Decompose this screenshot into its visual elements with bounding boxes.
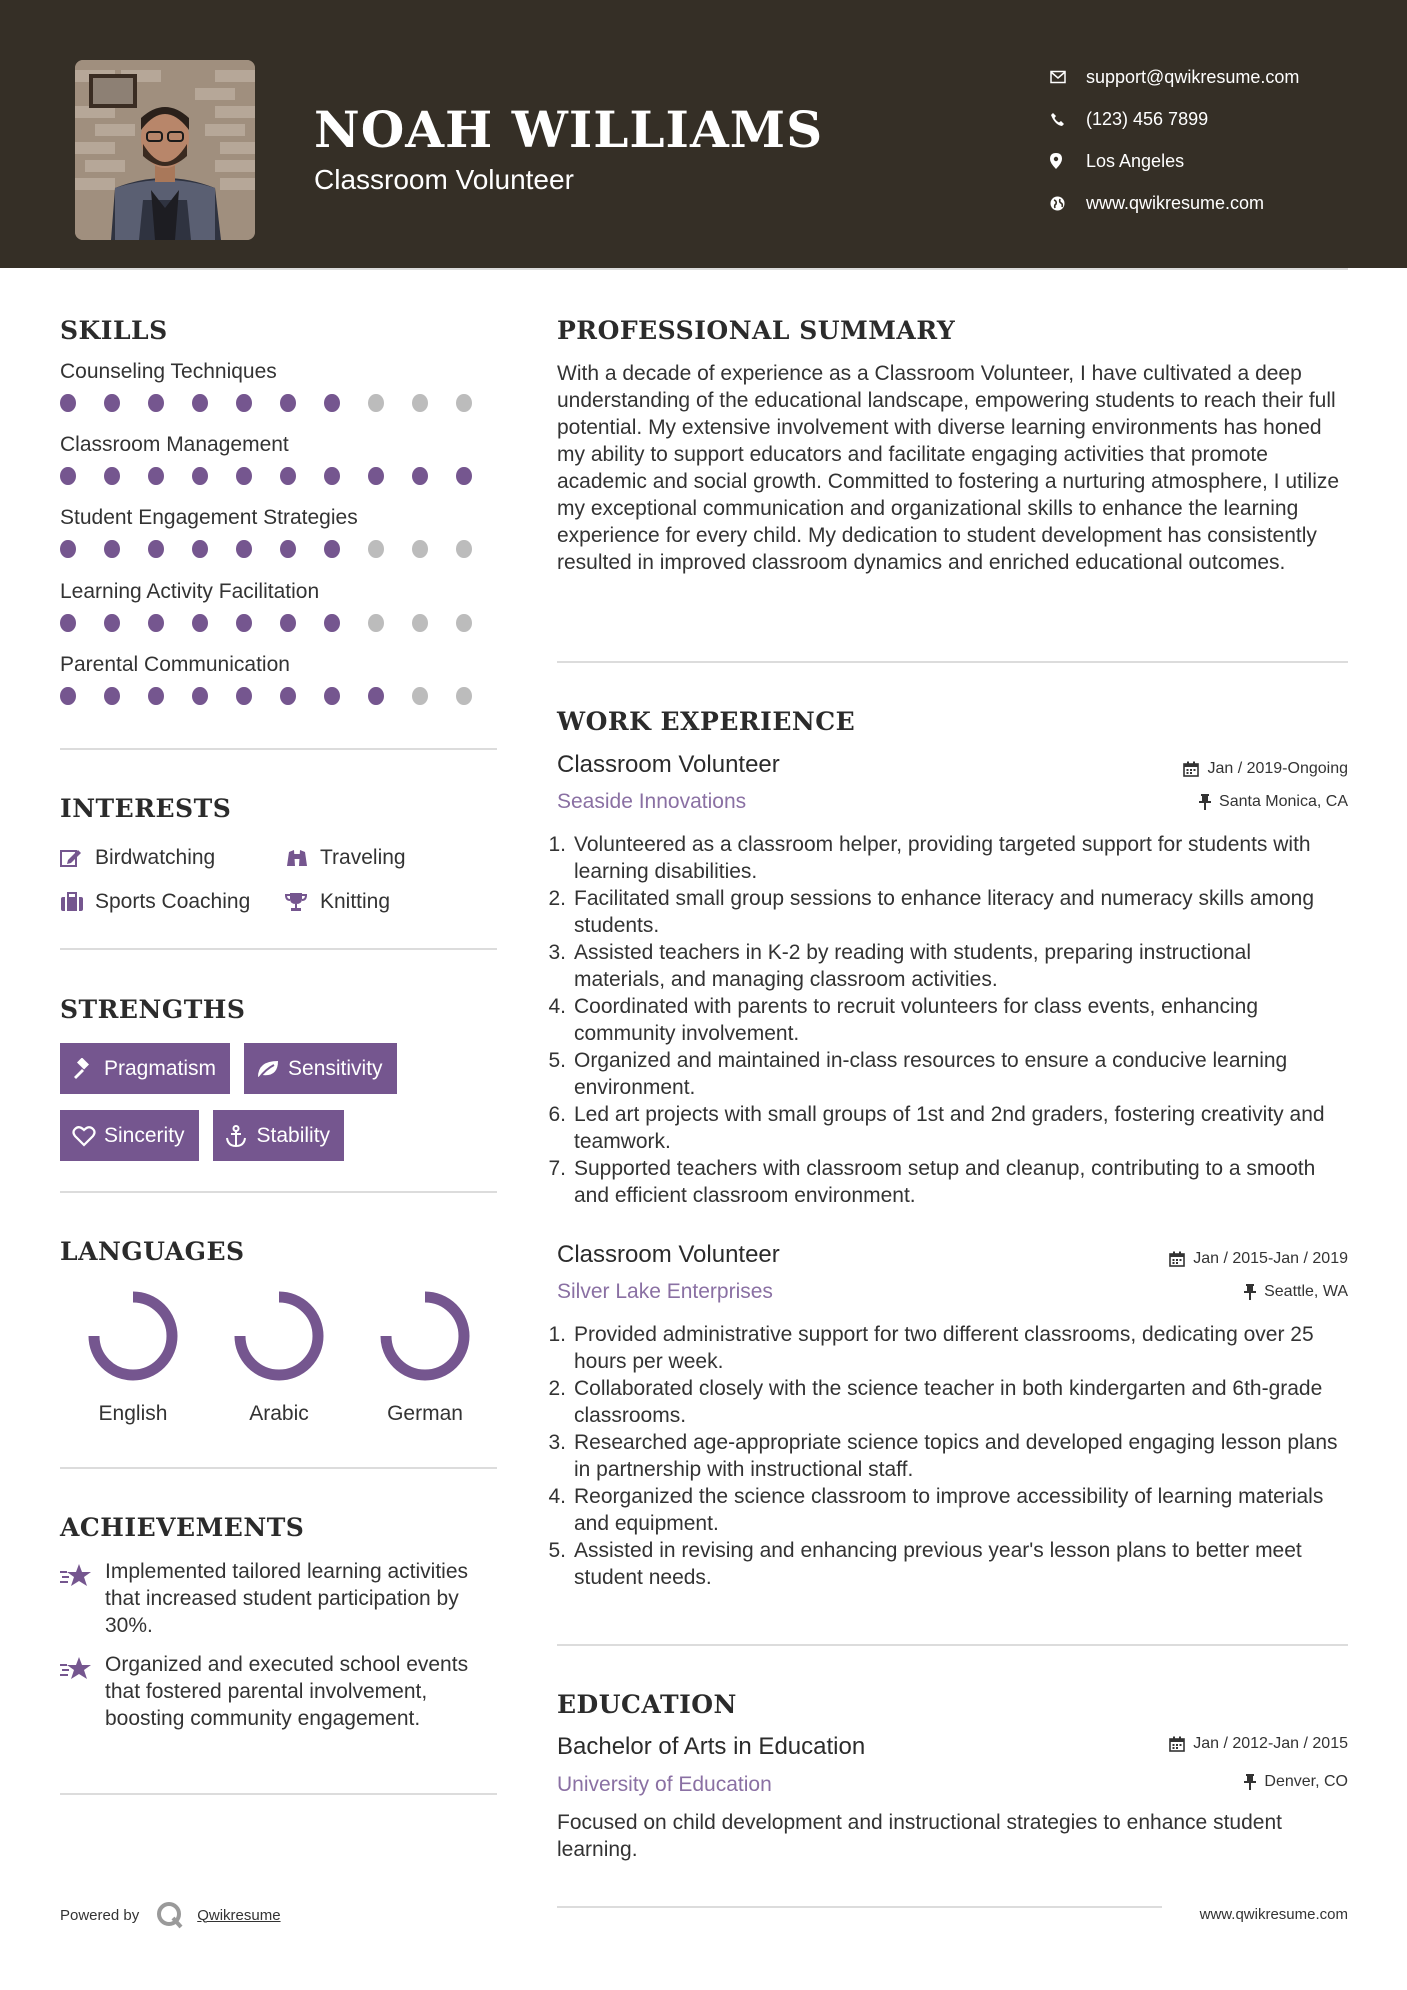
summary-text: With a decade of experience as a Classroom Volunteer, I have cultivated a deep understanding of the educational landscape, empowering students to reach their full potential. My extensive involvement with diverse learning environments has honed my ability to support educators and facilitate engaging activities that promote academic and social growth. Committed to fostering a nurturing atmosphere, I utilize my exceptional communication and organizational skills to enhance the learning experience for every child. My dedication to student development has consistently resulted in improved classroom dynamics and enriched educational outcomes. xyxy=(557,362,1340,574)
contact-location xyxy=(1050,140,1380,182)
star-icon xyxy=(60,1651,105,1732)
summary-heading: PROFESSIONAL SUMMARY xyxy=(557,316,956,345)
job-location: Seattle, WA xyxy=(1244,1283,1348,1301)
achievement-item: Implemented tailored learning activities that increased student participation by 30%. xyxy=(60,1558,500,1639)
skill-item xyxy=(60,506,500,558)
job-title: Classroom Volunteer xyxy=(557,751,780,778)
interest-item: Birdwatching xyxy=(60,846,277,870)
achievement-item: Organized and executed school events that fostered parental involvement, boosting community engagement. xyxy=(60,1651,500,1732)
skill-name: Student Engagement Strategies xyxy=(60,506,358,529)
contact-email[interactable] xyxy=(1050,56,1380,98)
rating-dot-filled xyxy=(60,540,76,558)
education-location: Denver, CO xyxy=(1244,1773,1348,1791)
rating-dot-filled xyxy=(60,394,76,412)
rating-dot-empty xyxy=(412,394,428,412)
pushpin-icon xyxy=(1199,794,1211,810)
calendar-icon xyxy=(1183,761,1199,777)
education-heading: EDUCATION xyxy=(557,1690,737,1719)
rating-dot-filled xyxy=(60,467,76,485)
globe-icon xyxy=(1050,196,1086,211)
rating-dot-empty xyxy=(412,614,428,632)
heart-icon xyxy=(72,1125,104,1147)
contact-location-text: Los Angeles xyxy=(1086,150,1185,171)
candidate-title: Classroom Volunteer xyxy=(314,164,574,195)
list-item: 1. Volunteered as a classroom helper, providing targeted support for students with learning disabilities. xyxy=(548,833,1311,883)
list-item: 4. Coordinated with parents to recruit volunteers for class events, enhancing community involvement. xyxy=(548,995,1259,1045)
job-company: Seaside Innovations xyxy=(557,790,747,813)
education-dates: Jan / 2012-Jan / 2015 xyxy=(1169,1735,1348,1753)
rating-dot-filled xyxy=(236,614,252,632)
strength-tag: Pragmatism xyxy=(60,1043,230,1094)
strength-tag: Stability xyxy=(213,1110,345,1161)
rating-dot-filled xyxy=(148,394,164,412)
calendar-icon xyxy=(1169,1736,1185,1752)
contact-email-text: support@qwikresume.com xyxy=(1086,66,1300,87)
skill-item xyxy=(60,653,500,705)
language-level-ring xyxy=(231,1288,327,1384)
rating-dot-filled xyxy=(236,540,252,558)
qwikresume-logo-icon xyxy=(155,1900,185,1930)
rating-dot-filled xyxy=(60,614,76,632)
rating-dot-filled xyxy=(324,614,340,632)
rating-dot-filled xyxy=(192,687,208,705)
skill-name: Classroom Management xyxy=(60,433,289,456)
rating-dot-filled xyxy=(104,540,120,558)
powered-by: Powered by Qwikresume xyxy=(60,1900,281,1930)
rating-dot-empty xyxy=(456,540,472,558)
pushpin-icon xyxy=(1244,1284,1256,1300)
skill-rating xyxy=(60,614,500,632)
rating-dot-filled xyxy=(104,614,120,632)
leaf-icon xyxy=(256,1059,288,1079)
rating-dot-filled xyxy=(324,394,340,412)
contact-phone[interactable] xyxy=(1050,98,1380,140)
language-item: English xyxy=(60,1288,206,1426)
rating-dot-filled xyxy=(192,540,208,558)
rating-dot-filled xyxy=(280,687,296,705)
contact-phone-text: (123) 456 7899 xyxy=(1086,108,1209,129)
job-bullets xyxy=(548,1321,1343,1591)
rating-dot-empty xyxy=(368,540,384,558)
rating-dot-filled xyxy=(236,394,252,412)
rating-dot-empty xyxy=(456,614,472,632)
strengths-list xyxy=(60,1043,500,1177)
list-item: 6. Led art projects with small groups of 1st and 2nd graders, fostering creativity and teamwork. xyxy=(548,1103,1325,1153)
divider xyxy=(60,948,497,950)
languages-heading: LANGUAGES xyxy=(60,1237,245,1266)
skill-item xyxy=(60,433,500,485)
rating-dot-empty xyxy=(368,394,384,412)
phone-icon xyxy=(1050,112,1086,127)
strength-tag: Sensitivity xyxy=(244,1043,397,1094)
rating-dot-filled xyxy=(368,467,384,485)
list-item: 1. Provided administrative support for two different classrooms, dedicating over 25 hours per week. xyxy=(548,1323,1314,1373)
list-item: 7. Supported teachers with classroom setup and cleanup, contributing to a smooth and efficient classroom environment. xyxy=(548,1157,1316,1207)
divider xyxy=(60,748,497,750)
header-divider xyxy=(60,268,1348,270)
rating-dot-filled xyxy=(148,687,164,705)
strengths-heading: STRENGTHS xyxy=(60,995,246,1024)
job-bullets xyxy=(548,831,1343,1209)
rating-dot-filled xyxy=(192,614,208,632)
skill-name: Counseling Techniques xyxy=(60,360,277,383)
skill-name: Parental Communication xyxy=(60,653,290,676)
suitcase-icon xyxy=(60,892,95,912)
education-school: University of Education xyxy=(557,1773,772,1796)
envelope-icon xyxy=(1050,70,1086,84)
skill-rating xyxy=(60,467,500,485)
language-item: German xyxy=(352,1288,498,1426)
interests-heading: INTERESTS xyxy=(60,794,232,823)
language-level-arc xyxy=(240,1297,318,1375)
language-level-ring xyxy=(85,1288,181,1384)
star-icon xyxy=(60,1558,105,1639)
language-item: Arabic xyxy=(206,1288,352,1426)
divider xyxy=(557,1644,1348,1646)
contact-list xyxy=(1050,56,1380,224)
rating-dot-filled xyxy=(148,467,164,485)
footer-website-link[interactable]: www.qwikresume.com xyxy=(1199,1906,1348,1923)
interest-item: Sports Coaching xyxy=(60,890,277,914)
rating-dot-filled xyxy=(280,540,296,558)
strength-tag: Sincerity xyxy=(60,1110,199,1161)
rating-dot-filled xyxy=(236,467,252,485)
language-level-arc xyxy=(386,1297,464,1375)
rating-dot-empty xyxy=(412,540,428,558)
divider xyxy=(60,1793,497,1795)
rating-dot-filled xyxy=(324,540,340,558)
list-item: 3. Assisted teachers in K-2 by reading with students, preparing instructional materials, and managing classroom activities. xyxy=(548,941,1252,991)
education-degree: Bachelor of Arts in Education xyxy=(557,1733,866,1760)
list-item: 5. Assisted in revising and enhancing previous year's lesson plans to better meet student needs. xyxy=(548,1539,1302,1589)
rating-dot-filled xyxy=(60,687,76,705)
trophy-icon xyxy=(285,892,320,912)
contact-website-text: www.qwikresume.com xyxy=(1086,192,1265,213)
rating-dot-empty xyxy=(456,394,472,412)
map-marker-icon xyxy=(1050,153,1086,169)
binoculars-icon xyxy=(285,848,320,868)
candidate-name: NOAH WILLIAMS xyxy=(314,100,824,159)
experience-heading: WORK EXPERIENCE xyxy=(557,707,856,736)
job-company: Silver Lake Enterprises xyxy=(557,1280,773,1303)
skill-name: Learning Activity Facilitation xyxy=(60,580,320,603)
education-description: Focused on child development and instructional strategies to enhance student learning. xyxy=(557,1811,1282,1861)
skill-rating xyxy=(60,540,500,558)
languages-list xyxy=(60,1288,500,1426)
edit-icon xyxy=(60,848,95,868)
gavel-icon xyxy=(72,1058,104,1080)
rating-dot-filled xyxy=(412,467,428,485)
rating-dot-filled xyxy=(192,467,208,485)
rating-dot-empty xyxy=(456,687,472,705)
interest-item: Knitting xyxy=(285,890,390,914)
profile-photo xyxy=(75,60,255,240)
achievements-heading: ACHIEVEMENTS xyxy=(60,1513,305,1542)
divider xyxy=(60,1191,497,1193)
pushpin-icon xyxy=(1244,1774,1256,1790)
skill-item xyxy=(60,360,500,412)
skill-rating xyxy=(60,687,500,705)
rating-dot-filled xyxy=(192,394,208,412)
list-item: 5. Organized and maintained in-class resources to ensure a conducive learning environment. xyxy=(548,1049,1288,1099)
skills-heading: SKILLS xyxy=(60,316,168,345)
rating-dot-filled xyxy=(236,687,252,705)
calendar-icon xyxy=(1169,1251,1185,1267)
rating-dot-empty xyxy=(412,687,428,705)
interest-item: Traveling xyxy=(285,846,406,870)
rating-dot-filled xyxy=(280,394,296,412)
interests-list xyxy=(60,836,500,924)
rating-dot-filled xyxy=(324,687,340,705)
skill-item xyxy=(60,580,500,632)
rating-dot-filled xyxy=(324,467,340,485)
list-item: 2. Facilitated small group sessions to enhance literacy and numeracy skills among students. xyxy=(548,887,1315,937)
qwikresume-link[interactable]: Qwikresume xyxy=(197,1906,281,1924)
rating-dot-filled xyxy=(104,687,120,705)
job-location: Santa Monica, CA xyxy=(1199,793,1348,811)
divider xyxy=(557,661,1348,663)
rating-dot-filled xyxy=(368,687,384,705)
skill-rating xyxy=(60,394,500,412)
list-item: 2. Collaborated closely with the science teacher in both kindergarten and 6th-grade classrooms. xyxy=(548,1377,1323,1427)
language-level-ring xyxy=(377,1288,473,1384)
divider xyxy=(557,1906,1162,1908)
rating-dot-filled xyxy=(148,540,164,558)
language-level-arc xyxy=(94,1297,172,1375)
rating-dot-filled xyxy=(280,467,296,485)
job-title: Classroom Volunteer xyxy=(557,1241,780,1268)
contact-website[interactable] xyxy=(1050,182,1380,224)
rating-dot-filled xyxy=(104,467,120,485)
job-dates: Jan / 2015-Jan / 2019 xyxy=(1169,1250,1348,1268)
job-dates: Jan / 2019-Ongoing xyxy=(1183,760,1348,778)
rating-dot-filled xyxy=(280,614,296,632)
rating-dot-empty xyxy=(368,614,384,632)
list-item: 3. Researched age-appropriate science topics and developed engaging lesson plans in partnership with instructional staff. xyxy=(548,1431,1338,1481)
rating-dot-filled xyxy=(148,614,164,632)
anchor-icon xyxy=(225,1125,257,1147)
rating-dot-filled xyxy=(104,394,120,412)
rating-dot-filled xyxy=(456,467,472,485)
resume-header xyxy=(0,0,1407,268)
divider xyxy=(60,1467,497,1469)
list-item: 4. Reorganized the science classroom to improve accessibility of learning materials and equipment. xyxy=(548,1485,1324,1535)
